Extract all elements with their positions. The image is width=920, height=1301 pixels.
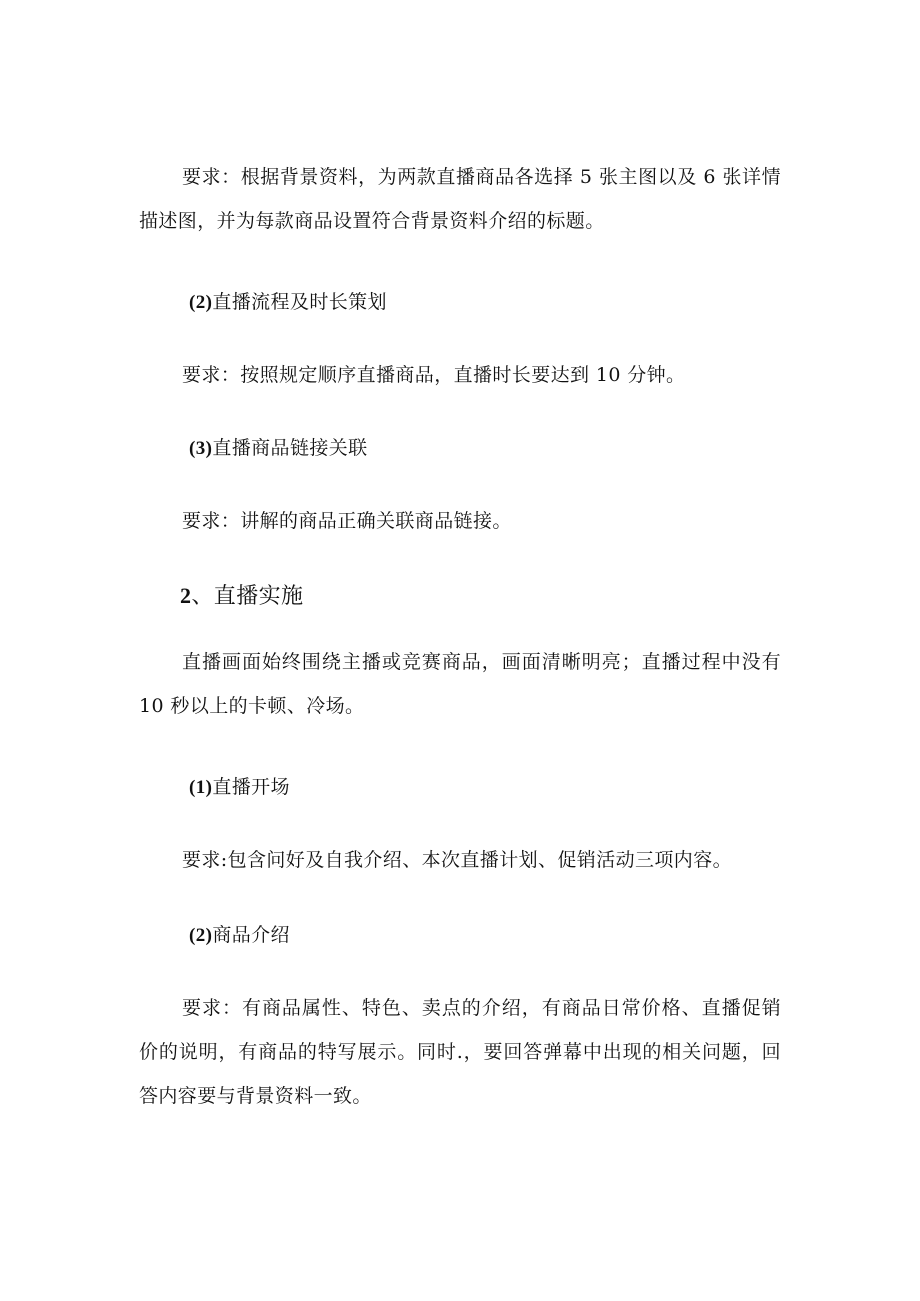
paragraph-opening-requirement: 要求:包含问好及自我介绍、本次直播计划、促销活动三项内容。	[182, 849, 733, 871]
heading-text: 直播开场	[212, 776, 290, 798]
paragraph-introduction-requirement: 要求：有商品属性、特色、卖点的介绍，有商品日常价格、直播促销价的说明，有商品的特写展示。同时.，要回答弹幕中出现的相关问题，回答内容要与背景资料一致。	[139, 997, 781, 1107]
section-text: 、直播实施	[191, 584, 304, 609]
paragraph-live-quality: 直播画面始终围绕主播或竞赛商品，画面清晰明亮；直播过程中没有 10 秒以上的卡顿、冷场。	[139, 651, 781, 717]
section-title-live-implementation	[180, 574, 740, 619]
heading-live-opening	[189, 765, 749, 810]
heading-number: (2)	[189, 292, 213, 313]
heading-number: (1)	[189, 777, 213, 798]
heading-live-flow-planning	[189, 280, 749, 325]
heading-text: 直播商品链接关联	[212, 437, 368, 459]
paragraph-live-order-requirement: 要求：按照规定顺序直播商品，直播时长要达到 10 分钟。	[182, 364, 686, 386]
heading-text: 商品介绍	[212, 924, 290, 946]
section-number: 2	[180, 583, 192, 608]
paragraph-link-requirement: 要求：讲解的商品正确关联商品链接。	[182, 510, 512, 532]
heading-number: (2)	[189, 925, 213, 946]
heading-text: 直播流程及时长策划	[212, 291, 387, 313]
heading-number: (3)	[189, 438, 213, 459]
heading-product-link	[189, 426, 749, 471]
paragraph-main-images-requirement: 要求：根据背景资料，为两款直播商品各选择 5 张主图以及 6 张详情描述图，并为每款商品设置符合背景资料介绍的标题。	[139, 166, 781, 232]
heading-product-introduction	[189, 913, 749, 958]
